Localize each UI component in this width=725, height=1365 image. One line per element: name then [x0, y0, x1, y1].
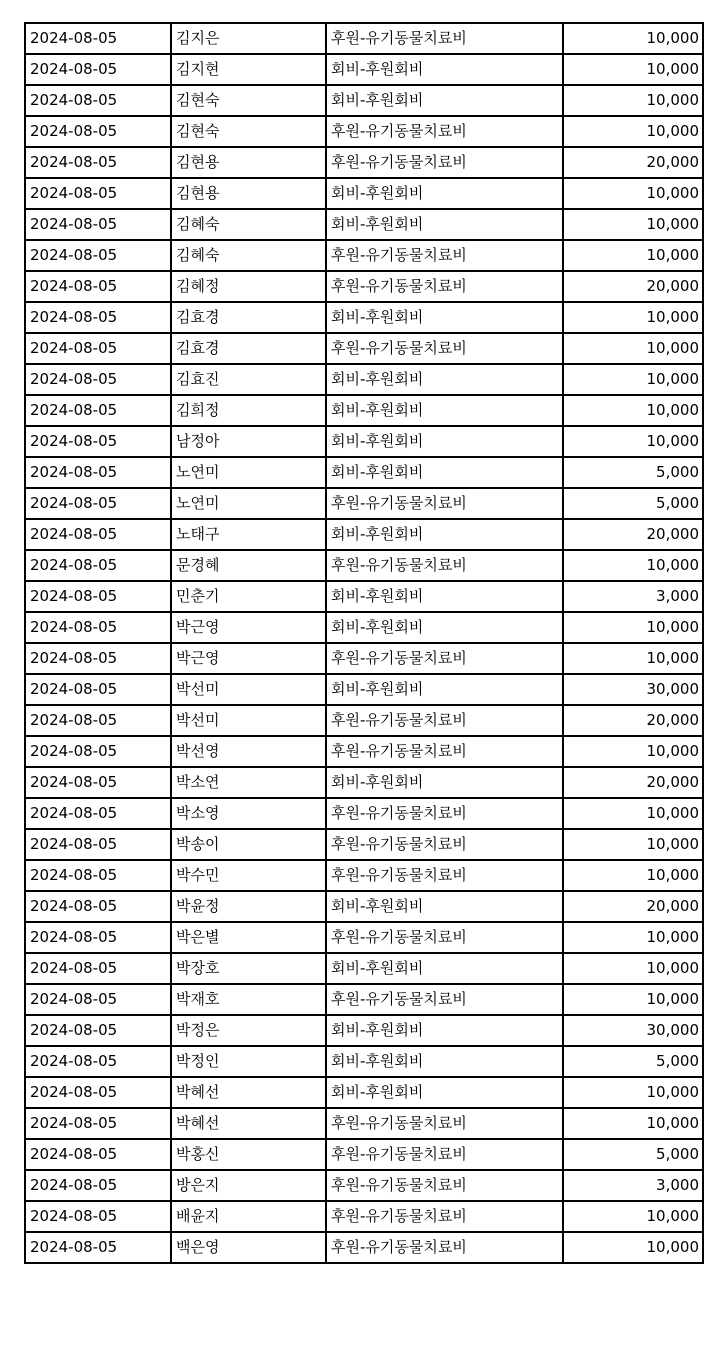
category-cell: 후원-유기동물치료비 [326, 1108, 563, 1139]
date-cell: 2024-08-05 [25, 1046, 171, 1077]
category-cell: 회비-후원회비 [326, 457, 563, 488]
date-cell: 2024-08-05 [25, 395, 171, 426]
date-cell: 2024-08-05 [25, 922, 171, 953]
donor-name-cell: 김효경 [171, 302, 326, 333]
date-cell: 2024-08-05 [25, 705, 171, 736]
category-cell: 후원-유기동물치료비 [326, 488, 563, 519]
category-cell: 회비-후원회비 [326, 953, 563, 984]
table-row [25, 1139, 703, 1170]
donor-name-cell: 박선미 [171, 705, 326, 736]
category-cell: 회비-후원회비 [326, 302, 563, 333]
table-row [25, 364, 703, 395]
category-cell: 후원-유기동물치료비 [326, 240, 563, 271]
category-cell: 후원-유기동물치료비 [326, 116, 563, 147]
category-cell: 회비-후원회비 [326, 767, 563, 798]
amount-cell: 10,000 [563, 922, 703, 953]
category-cell: 후원-유기동물치료비 [326, 705, 563, 736]
table-row [25, 612, 703, 643]
date-cell: 2024-08-05 [25, 1077, 171, 1108]
donor-name-cell: 노연미 [171, 457, 326, 488]
amount-cell: 5,000 [563, 488, 703, 519]
category-cell: 회비-후원회비 [326, 395, 563, 426]
table-row [25, 85, 703, 116]
donor-name-cell: 박재호 [171, 984, 326, 1015]
table-row [25, 209, 703, 240]
table-row [25, 54, 703, 85]
table-row [25, 426, 703, 457]
date-cell: 2024-08-05 [25, 829, 171, 860]
table-row [25, 1077, 703, 1108]
donor-name-cell: 김지은 [171, 23, 326, 54]
category-cell: 후원-유기동물치료비 [326, 1232, 563, 1263]
date-cell: 2024-08-05 [25, 767, 171, 798]
donor-name-cell: 박장호 [171, 953, 326, 984]
date-cell: 2024-08-05 [25, 1170, 171, 1201]
table-row [25, 984, 703, 1015]
amount-cell: 10,000 [563, 953, 703, 984]
donor-name-cell: 박홍신 [171, 1139, 326, 1170]
donor-name-cell: 문경혜 [171, 550, 326, 581]
category-cell: 회비-후원회비 [326, 1046, 563, 1077]
table-row [25, 550, 703, 581]
amount-cell: 10,000 [563, 364, 703, 395]
donor-name-cell: 박근영 [171, 612, 326, 643]
amount-cell: 10,000 [563, 798, 703, 829]
donor-name-cell: 박소영 [171, 798, 326, 829]
date-cell: 2024-08-05 [25, 364, 171, 395]
donor-name-cell: 박송이 [171, 829, 326, 860]
date-cell: 2024-08-05 [25, 302, 171, 333]
date-cell: 2024-08-05 [25, 116, 171, 147]
donor-name-cell: 박정은 [171, 1015, 326, 1046]
donor-name-cell: 박윤정 [171, 891, 326, 922]
donor-name-cell: 박선미 [171, 674, 326, 705]
donor-name-cell: 노연미 [171, 488, 326, 519]
table-row [25, 178, 703, 209]
date-cell: 2024-08-05 [25, 891, 171, 922]
donation-ledger-table [24, 22, 704, 1264]
category-cell: 회비-후원회비 [326, 364, 563, 395]
date-cell: 2024-08-05 [25, 519, 171, 550]
donor-name-cell: 김현용 [171, 147, 326, 178]
amount-cell: 20,000 [563, 519, 703, 550]
date-cell: 2024-08-05 [25, 457, 171, 488]
date-cell: 2024-08-05 [25, 674, 171, 705]
amount-cell: 10,000 [563, 395, 703, 426]
category-cell: 회비-후원회비 [326, 178, 563, 209]
table-row [25, 457, 703, 488]
amount-cell: 5,000 [563, 457, 703, 488]
table-row [25, 1015, 703, 1046]
donor-name-cell: 박근영 [171, 643, 326, 674]
amount-cell: 10,000 [563, 829, 703, 860]
table-row [25, 1108, 703, 1139]
date-cell: 2024-08-05 [25, 984, 171, 1015]
donor-name-cell: 백은영 [171, 1232, 326, 1263]
table-row [25, 519, 703, 550]
category-cell: 후원-유기동물치료비 [326, 1139, 563, 1170]
category-cell: 후원-유기동물치료비 [326, 147, 563, 178]
table-row [25, 705, 703, 736]
table-row [25, 953, 703, 984]
category-cell: 후원-유기동물치료비 [326, 550, 563, 581]
table-row [25, 395, 703, 426]
donor-name-cell: 김효경 [171, 333, 326, 364]
donor-name-cell: 박수민 [171, 860, 326, 891]
donor-name-cell: 박은별 [171, 922, 326, 953]
table-row [25, 302, 703, 333]
date-cell: 2024-08-05 [25, 333, 171, 364]
table-row [25, 240, 703, 271]
table-row [25, 674, 703, 705]
category-cell: 후원-유기동물치료비 [326, 23, 563, 54]
amount-cell: 10,000 [563, 860, 703, 891]
donor-name-cell: 남정아 [171, 426, 326, 457]
table-row [25, 1232, 703, 1263]
donor-name-cell: 박정인 [171, 1046, 326, 1077]
table-row [25, 1170, 703, 1201]
amount-cell: 10,000 [563, 1201, 703, 1232]
donor-name-cell: 김현용 [171, 178, 326, 209]
table-row [25, 271, 703, 302]
category-cell: 회비-후원회비 [326, 209, 563, 240]
amount-cell: 20,000 [563, 271, 703, 302]
amount-cell: 20,000 [563, 705, 703, 736]
date-cell: 2024-08-05 [25, 23, 171, 54]
donor-name-cell: 김혜숙 [171, 209, 326, 240]
date-cell: 2024-08-05 [25, 550, 171, 581]
amount-cell: 10,000 [563, 116, 703, 147]
category-cell: 회비-후원회비 [326, 519, 563, 550]
category-cell: 후원-유기동물치료비 [326, 1170, 563, 1201]
category-cell: 후원-유기동물치료비 [326, 1201, 563, 1232]
date-cell: 2024-08-05 [25, 240, 171, 271]
table-row [25, 23, 703, 54]
amount-cell: 30,000 [563, 674, 703, 705]
amount-cell: 10,000 [563, 240, 703, 271]
table-row [25, 891, 703, 922]
amount-cell: 20,000 [563, 891, 703, 922]
table-row [25, 736, 703, 767]
donor-name-cell: 박혜선 [171, 1077, 326, 1108]
donor-name-cell: 민춘기 [171, 581, 326, 612]
date-cell: 2024-08-05 [25, 488, 171, 519]
category-cell: 후원-유기동물치료비 [326, 643, 563, 674]
category-cell: 회비-후원회비 [326, 891, 563, 922]
date-cell: 2024-08-05 [25, 1232, 171, 1263]
ledger-body [25, 23, 703, 1263]
amount-cell: 10,000 [563, 550, 703, 581]
donor-name-cell: 박선영 [171, 736, 326, 767]
category-cell: 후원-유기동물치료비 [326, 922, 563, 953]
amount-cell: 10,000 [563, 302, 703, 333]
donor-name-cell: 김혜숙 [171, 240, 326, 271]
amount-cell: 10,000 [563, 1077, 703, 1108]
date-cell: 2024-08-05 [25, 209, 171, 240]
amount-cell: 10,000 [563, 643, 703, 674]
amount-cell: 10,000 [563, 54, 703, 85]
amount-cell: 10,000 [563, 426, 703, 457]
category-cell: 후원-유기동물치료비 [326, 984, 563, 1015]
date-cell: 2024-08-05 [25, 581, 171, 612]
category-cell: 회비-후원회비 [326, 1077, 563, 1108]
category-cell: 후원-유기동물치료비 [326, 860, 563, 891]
date-cell: 2024-08-05 [25, 426, 171, 457]
table-row [25, 581, 703, 612]
amount-cell: 3,000 [563, 581, 703, 612]
donor-name-cell: 박혜선 [171, 1108, 326, 1139]
date-cell: 2024-08-05 [25, 271, 171, 302]
date-cell: 2024-08-05 [25, 1015, 171, 1046]
category-cell: 회비-후원회비 [326, 612, 563, 643]
table-row [25, 1046, 703, 1077]
amount-cell: 10,000 [563, 333, 703, 364]
donor-name-cell: 방은지 [171, 1170, 326, 1201]
date-cell: 2024-08-05 [25, 612, 171, 643]
amount-cell: 10,000 [563, 612, 703, 643]
date-cell: 2024-08-05 [25, 643, 171, 674]
category-cell: 후원-유기동물치료비 [326, 736, 563, 767]
table-row [25, 333, 703, 364]
donor-name-cell: 김희정 [171, 395, 326, 426]
donor-name-cell: 김효진 [171, 364, 326, 395]
amount-cell: 10,000 [563, 1108, 703, 1139]
date-cell: 2024-08-05 [25, 798, 171, 829]
category-cell: 회비-후원회비 [326, 85, 563, 116]
amount-cell: 10,000 [563, 1232, 703, 1263]
table-row [25, 798, 703, 829]
date-cell: 2024-08-05 [25, 953, 171, 984]
amount-cell: 20,000 [563, 767, 703, 798]
donor-name-cell: 노태구 [171, 519, 326, 550]
category-cell: 회비-후원회비 [326, 426, 563, 457]
amount-cell: 10,000 [563, 23, 703, 54]
table-row [25, 147, 703, 178]
date-cell: 2024-08-05 [25, 736, 171, 767]
table-row [25, 643, 703, 674]
category-cell: 후원-유기동물치료비 [326, 829, 563, 860]
category-cell: 회비-후원회비 [326, 581, 563, 612]
date-cell: 2024-08-05 [25, 1108, 171, 1139]
date-cell: 2024-08-05 [25, 1201, 171, 1232]
table-row [25, 488, 703, 519]
donor-name-cell: 배윤지 [171, 1201, 326, 1232]
date-cell: 2024-08-05 [25, 1139, 171, 1170]
amount-cell: 20,000 [563, 147, 703, 178]
table-row [25, 1201, 703, 1232]
amount-cell: 5,000 [563, 1046, 703, 1077]
date-cell: 2024-08-05 [25, 860, 171, 891]
category-cell: 회비-후원회비 [326, 54, 563, 85]
date-cell: 2024-08-05 [25, 85, 171, 116]
category-cell: 후원-유기동물치료비 [326, 271, 563, 302]
table-row [25, 116, 703, 147]
donor-name-cell: 김혜정 [171, 271, 326, 302]
category-cell: 후원-유기동물치료비 [326, 333, 563, 364]
amount-cell: 5,000 [563, 1139, 703, 1170]
donor-name-cell: 김현숙 [171, 85, 326, 116]
table-row [25, 922, 703, 953]
category-cell: 회비-후원회비 [326, 1015, 563, 1046]
date-cell: 2024-08-05 [25, 54, 171, 85]
amount-cell: 30,000 [563, 1015, 703, 1046]
amount-cell: 10,000 [563, 178, 703, 209]
table-row [25, 767, 703, 798]
category-cell: 후원-유기동물치료비 [326, 798, 563, 829]
donor-name-cell: 박소연 [171, 767, 326, 798]
donor-name-cell: 김지현 [171, 54, 326, 85]
date-cell: 2024-08-05 [25, 147, 171, 178]
amount-cell: 10,000 [563, 736, 703, 767]
table-row [25, 829, 703, 860]
amount-cell: 10,000 [563, 85, 703, 116]
category-cell: 회비-후원회비 [326, 674, 563, 705]
table-row [25, 860, 703, 891]
amount-cell: 3,000 [563, 1170, 703, 1201]
donor-name-cell: 김현숙 [171, 116, 326, 147]
date-cell: 2024-08-05 [25, 178, 171, 209]
amount-cell: 10,000 [563, 984, 703, 1015]
amount-cell: 10,000 [563, 209, 703, 240]
